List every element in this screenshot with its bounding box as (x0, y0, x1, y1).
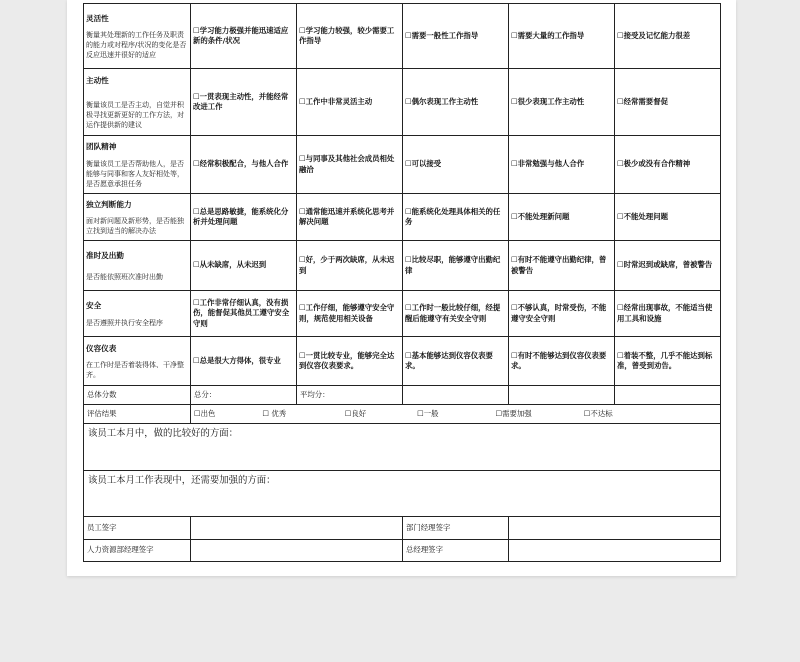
criterion-description: 是否遵照并执行安全程序 (86, 318, 163, 327)
signature-row-2 (84, 540, 721, 562)
criterion-cell (84, 337, 191, 386)
option-checkbox[interactable]: ☐偶尔表现工作主动性 (403, 69, 509, 136)
empty-cell (403, 386, 509, 405)
criterion-row-appearance (84, 337, 721, 386)
option-checkbox[interactable]: ☐可以接受 (403, 136, 509, 194)
option-checkbox[interactable]: ☐能系统化处理具体相关的任务 (403, 194, 509, 241)
document-page (67, 0, 736, 576)
option-checkbox[interactable]: ☐学习能力极强并能迅速适应新的条件/状况 (191, 4, 297, 69)
option-checkbox[interactable]: ☐一贯比较专业，能够完全达到仪容仪表要求。 (297, 337, 403, 386)
option-checkbox[interactable]: ☐需要一般性工作指导 (403, 4, 509, 69)
option-checkbox[interactable]: ☐需要大量的工作指导 (509, 4, 615, 69)
criterion-cell (84, 291, 191, 337)
criterion-description: 是否能依照班次准时出勤 (86, 272, 163, 281)
hr-manager-signature-label: 人力资源部经理签字 (84, 540, 191, 562)
option-checkbox[interactable]: ☐比较尽职，能够遵守出勤纪律 (403, 241, 509, 291)
criterion-title: 安全 (86, 301, 102, 311)
option-checkbox[interactable]: ☐工作中非常灵活主动 (297, 69, 403, 136)
good-aspects-field[interactable]: 该员工本月中，做的比较好的方面： (84, 424, 721, 471)
result-option-unqualified[interactable]: ☐不达标 (583, 408, 613, 418)
criterion-row-attendance (84, 241, 721, 291)
criterion-row-flexibility (84, 4, 721, 69)
criterion-cell (84, 194, 191, 241)
option-checkbox[interactable]: ☐工作非常仔细认真，没有损伤，能督促其他员工遵守安全守则 (191, 291, 297, 337)
criterion-title: 团队精神 (86, 142, 117, 152)
criterion-row-initiative (84, 69, 721, 136)
option-checkbox[interactable]: ☐与同事及其他社会成员相处融洽 (297, 136, 403, 194)
criterion-title: 主动性 (86, 75, 109, 85)
option-checkbox[interactable]: ☐基本能够达到仪容仪表要求。 (403, 337, 509, 386)
option-checkbox[interactable]: ☐有时不能够达到仪容仪表要求。 (509, 337, 615, 386)
option-checkbox[interactable]: ☐总是思路敏捷，能系统化分析并处理问题 (191, 194, 297, 241)
result-options (191, 405, 721, 424)
employee-signature-field[interactable] (191, 517, 403, 540)
criterion-description: 衡量该员工是否帮助他人，是否能够与同事和客人友好相处等，是否愿意承担任务 (86, 159, 184, 188)
option-checkbox[interactable]: ☐不能处理问题 (615, 194, 721, 241)
signature-row-1 (84, 517, 721, 540)
option-checkbox[interactable]: ☐不够认真，时常受伤，不能遵守安全守则 (509, 291, 615, 337)
general-manager-signature-label: 总经理签字 (403, 540, 509, 562)
criterion-cell (84, 4, 191, 69)
criterion-row-judgment (84, 194, 721, 241)
improve-aspects-field[interactable]: 该员工本月工作表现中，还需要加强的方面： (84, 471, 721, 517)
criterion-cell (84, 136, 191, 194)
result-option-outstanding[interactable]: ☐ 优秀 (262, 408, 287, 418)
score-row (84, 386, 721, 405)
criterion-description: 面对新问题及新形势，是否能独立找到适当的解决办法 (86, 217, 184, 236)
result-option-excellent[interactable]: ☐出色 (194, 408, 216, 418)
option-checkbox[interactable]: ☐经常积极配合，与他人合作 (191, 136, 297, 194)
improve-aspects-row (84, 471, 721, 517)
option-checkbox[interactable]: ☐很少表现工作主动性 (509, 69, 615, 136)
option-checkbox[interactable]: ☐工作仔细，能够遵守安全守则，规范使用相关设备 (297, 291, 403, 337)
result-label: 评估结果 (84, 405, 191, 424)
hr-manager-signature-field[interactable] (191, 540, 403, 562)
score-label: 总体分数 (84, 386, 191, 405)
dept-manager-signature-field[interactable] (509, 517, 721, 540)
criterion-description: 在工作时是否着装得体、干净整齐。 (86, 361, 184, 380)
option-checkbox[interactable]: ☐着装不整，几乎不能达到标准，曾受到劝告。 (615, 337, 721, 386)
option-checkbox[interactable]: ☐经常出现事故，不能适当使用工具和设施 (615, 291, 721, 337)
result-option-good[interactable]: ☐良好 (344, 408, 367, 418)
criterion-title: 准时及出勤 (86, 251, 124, 261)
criterion-cell (84, 241, 191, 291)
criterion-description: 衡量该员工是否主动，自觉并积极寻找更新更好的工作方法，对运作提供新的建议 (86, 101, 184, 130)
criterion-row-safety (84, 291, 721, 337)
empty-cell (615, 386, 721, 405)
option-checkbox[interactable]: ☐极少或没有合作精神 (615, 136, 721, 194)
general-manager-signature-field[interactable] (509, 540, 721, 562)
option-checkbox[interactable]: ☐不能处理新问题 (509, 194, 615, 241)
empty-cell (509, 386, 615, 405)
criterion-title: 独立判断能力 (86, 199, 132, 209)
option-checkbox[interactable]: ☐接受及记忆能力很差 (615, 4, 721, 69)
average-score-field[interactable]: 平均分： (297, 386, 403, 405)
total-score-field[interactable]: 总分： (191, 386, 297, 405)
option-checkbox[interactable]: ☐从未缺席，从未迟到 (191, 241, 297, 291)
option-checkbox[interactable]: ☐经常需要督促 (615, 69, 721, 136)
option-checkbox[interactable]: ☐非常勉强与他人合作 (509, 136, 615, 194)
option-checkbox[interactable]: ☐学习能力较强，较少需要工作指导 (297, 4, 403, 69)
criterion-title: 仪容仪表 (86, 343, 117, 353)
criterion-row-teamwork (84, 136, 721, 194)
dept-manager-signature-label: 部门经理签字 (403, 517, 509, 540)
result-option-needs-improvement[interactable]: ☐需要加强 (495, 408, 532, 418)
option-checkbox[interactable]: ☐通常能迅速并系统化思考并解决问题 (297, 194, 403, 241)
criterion-description: 衡量其处理新的工作任务及职责的能力或对程序/状况的变化是否反应迅速并很好的适应 (86, 31, 187, 60)
option-checkbox[interactable]: ☐时常迟到或缺席，曾被警告 (615, 241, 721, 291)
evaluation-form-table (83, 3, 721, 562)
option-checkbox[interactable]: ☐工作时一般比较仔细，经提醒后能遵守有关安全守则 (403, 291, 509, 337)
option-checkbox[interactable]: ☐总是很大方得体，很专业 (191, 337, 297, 386)
result-row (84, 405, 721, 424)
employee-signature-label: 员工签字 (84, 517, 191, 540)
good-aspects-row (84, 424, 721, 471)
result-option-average[interactable]: ☐一般 (417, 408, 439, 418)
criterion-title: 灵活性 (86, 13, 109, 23)
option-checkbox[interactable]: ☐一贯表现主动性，并能经常改进工作 (191, 69, 297, 136)
criterion-cell (84, 69, 191, 136)
option-checkbox[interactable]: ☐有时不能遵守出勤纪律，曾被警告 (509, 241, 615, 291)
option-checkbox[interactable]: ☐好，少于两次缺席，从未迟到 (297, 241, 403, 291)
